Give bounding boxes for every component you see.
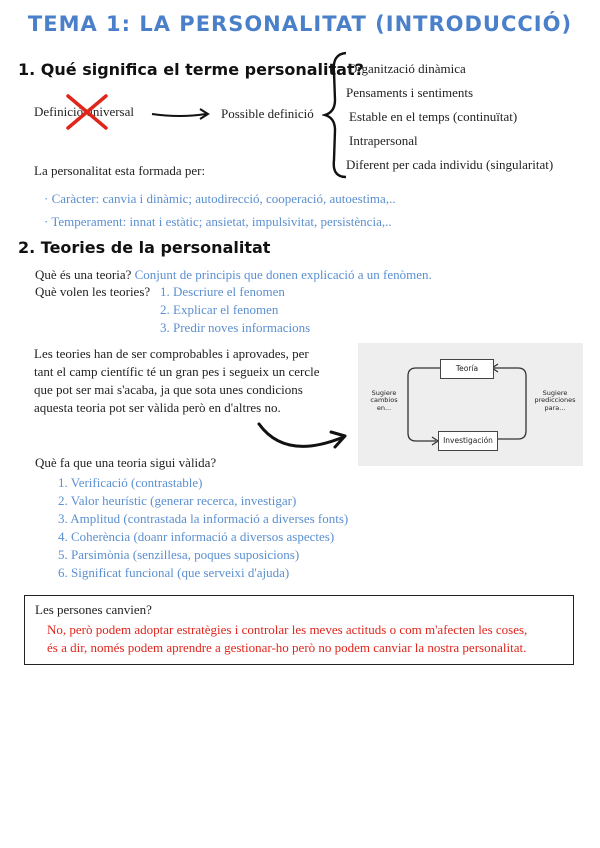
question-volen: Què volen les teories? bbox=[35, 284, 151, 299]
para-line: que pot ser mai s'acaba, ja que sota unes condicions bbox=[34, 382, 303, 397]
valida-item: 5. Parsimònia (senzillesa, poques suposicions) bbox=[58, 547, 300, 562]
box-answer-line: No, però podem adoptar estratègies i controlar les meves actituds o com m'afecten les coses, bbox=[47, 622, 528, 637]
trait-item: Diferent per cada individu (singularitat) bbox=[346, 157, 554, 172]
volen-item: 2. Explicar el fenomen bbox=[160, 302, 279, 317]
cross-out-mark bbox=[62, 92, 112, 132]
arrow-right-icon bbox=[150, 104, 212, 124]
trait-item: Intrapersonal bbox=[349, 133, 418, 148]
possible-definicio: Possible definició bbox=[221, 106, 314, 121]
node-investigacion: Investigación bbox=[438, 431, 498, 451]
formed-by-text: La personalitat esta formada per: bbox=[34, 163, 206, 178]
question-valida: Què fa que una teoria sigui vàlida? bbox=[35, 455, 217, 470]
box-question: Les persones canvien? bbox=[35, 602, 152, 617]
caracter-line: · Caràcter: canvia i dinàmic; autodirecció, cooperació, autoestima,.. bbox=[44, 191, 396, 206]
box-answer-line: és a dir, només podem aprendre a gestionar-ho però no podem canviar la nostra personalitat. bbox=[47, 640, 527, 655]
para-line: tant el camp científic té un gran pes i segueix un cercle bbox=[34, 364, 320, 379]
question-teoria: Què és una teoria? bbox=[35, 267, 132, 282]
volen-item: 3. Predir noves informacions bbox=[160, 320, 311, 335]
temperament-line: · Temperament: innat i estàtic; ansietat, impulsivitat, persistència,.. bbox=[44, 214, 392, 229]
trait-item: Estable en el temps (continuïtat) bbox=[349, 109, 518, 124]
label-sugiere-predicciones: Sugiere predicciones para... bbox=[534, 389, 576, 412]
valida-item: 3. Amplitud (contrastada la informació a diverses fonts) bbox=[58, 511, 349, 526]
section-1-heading: 1. Qué significa el terme personalitat? bbox=[18, 60, 364, 79]
valida-item: 6. Significat funcional (que serveixi d'ajuda) bbox=[58, 565, 290, 580]
theory-cycle-diagram bbox=[358, 343, 583, 466]
trait-item: Pensaments i sentiments bbox=[346, 85, 474, 100]
volen-item: 1. Descriure el fenomen bbox=[160, 284, 285, 299]
para-line: Les teories han de ser comprobables i aprovades, per bbox=[34, 346, 309, 361]
valida-item: 4. Coherència (doanr informació a diversos aspectes) bbox=[58, 529, 335, 544]
people-change-box bbox=[24, 595, 574, 665]
definicio-universal: Definició universal bbox=[34, 104, 134, 119]
node-teoria: Teoría bbox=[440, 359, 494, 379]
section-2-heading: 2. Teories de la personalitat bbox=[18, 238, 271, 257]
para-line: aquesta teoria pot ser vàlida però en d'altres no. bbox=[34, 400, 281, 415]
curved-arrow-icon bbox=[255, 420, 355, 460]
valida-item: 1. Verificació (contrastable) bbox=[58, 475, 203, 490]
valida-item: 2. Valor heurístic (generar recerca, investigar) bbox=[58, 493, 297, 508]
trait-item: Organització dinàmica bbox=[348, 61, 466, 76]
answer-teoria: Conjunt de principis que donen explicació a un fenòmen. bbox=[134, 267, 432, 282]
label-sugiere-cambios: Sugiere cambios en... bbox=[370, 389, 398, 412]
page-title: TEMA 1: LA PERSONALITAT (INTRODUCCIÓ) bbox=[27, 12, 573, 36]
